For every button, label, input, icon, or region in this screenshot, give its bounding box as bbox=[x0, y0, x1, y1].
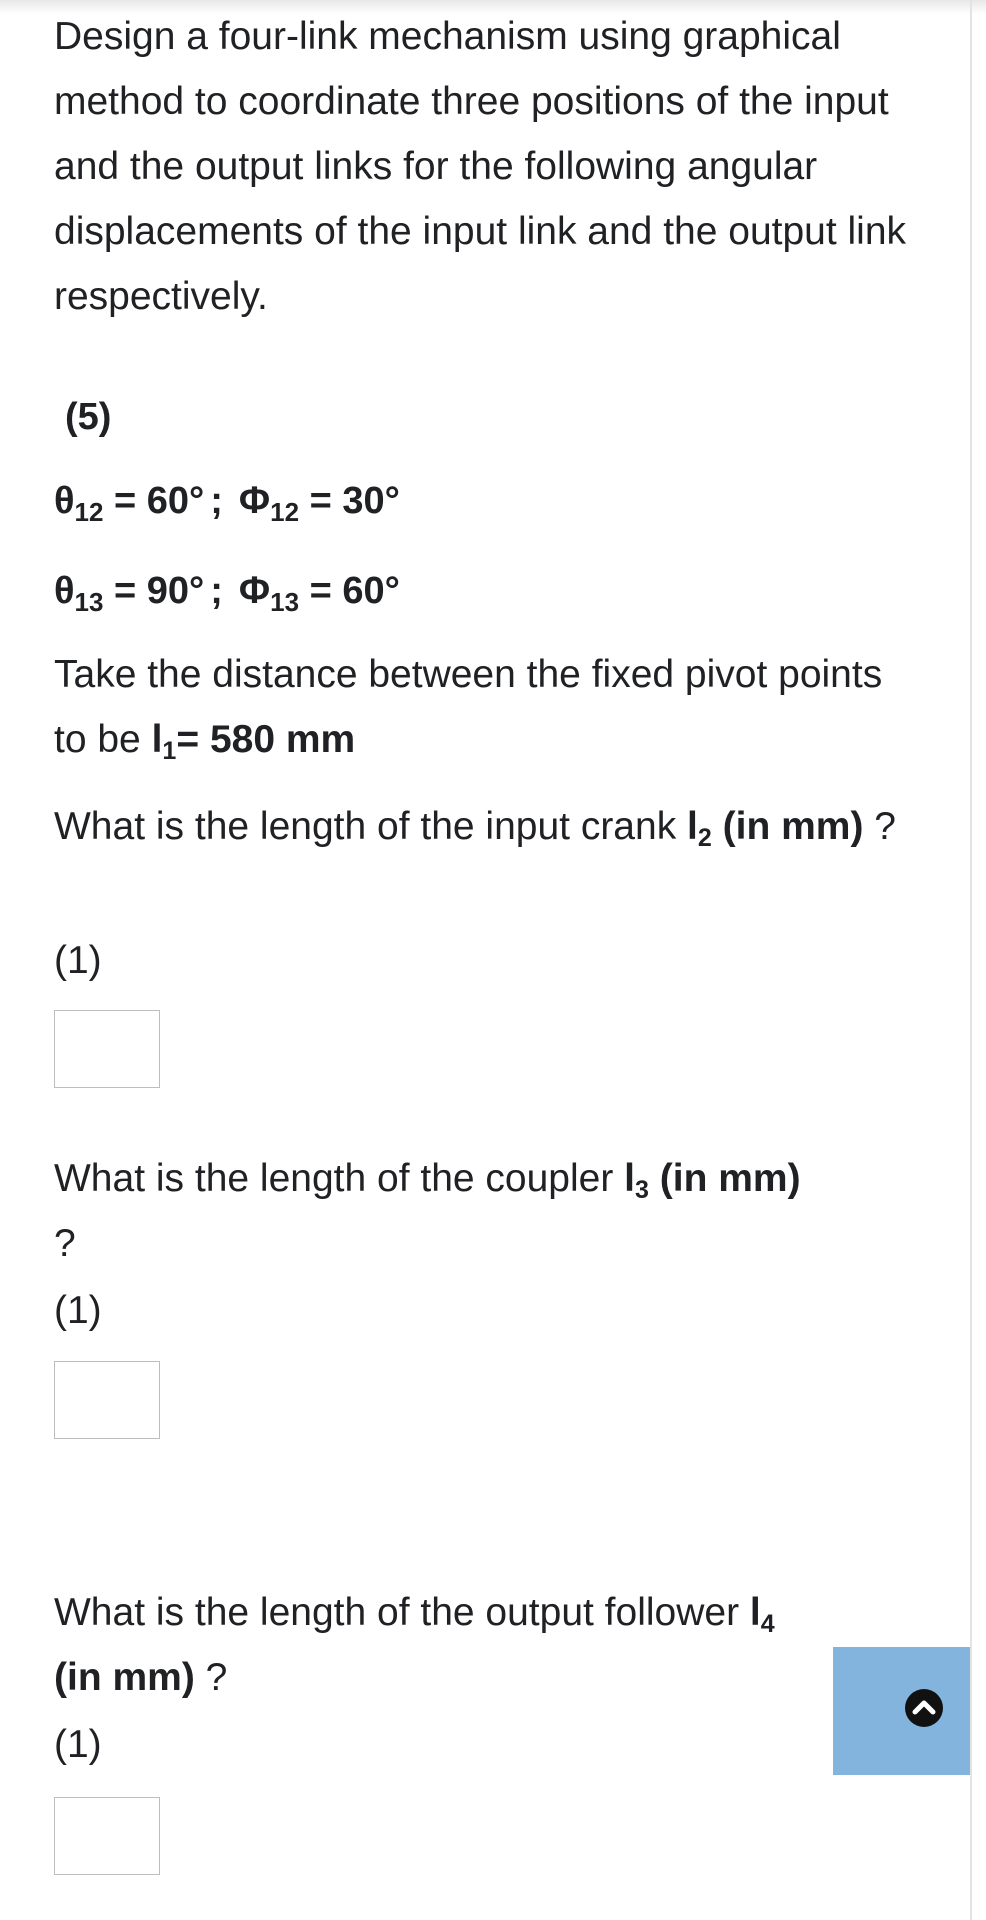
theta-subscript: 13 bbox=[74, 587, 104, 617]
unit-label: (in mm) bbox=[648, 1157, 801, 1200]
question-content bbox=[54, 0, 934, 1766]
subquestion-output-follower bbox=[54, 1580, 914, 1710]
pivot-symbol: l bbox=[151, 718, 163, 761]
pivot-value: = 580 mm bbox=[176, 718, 356, 761]
coupler-answer-input[interactable] bbox=[54, 1361, 160, 1439]
unit-label: (in mm) bbox=[711, 805, 864, 848]
output-follower-answer-input[interactable] bbox=[54, 1797, 160, 1875]
pivot-label: Take the distance between the fixed pivot points to be bbox=[54, 653, 883, 761]
theta-symbol: θ bbox=[54, 570, 75, 612]
question-mark: ? bbox=[863, 805, 896, 848]
subquestion-marks: (1) bbox=[54, 1289, 102, 1332]
question-intro: Design a four-link mechanism using graphical method to coordinate three positions of the input and the output links for the following angular displacements of the input link and the output link respectively. bbox=[54, 15, 907, 318]
link-symbol: l bbox=[624, 1157, 636, 1200]
phi-subscript: 13 bbox=[270, 587, 300, 617]
subquestion-text: What is the length of the coupler bbox=[54, 1157, 625, 1200]
question-mark: ? bbox=[194, 1656, 228, 1699]
right-divider bbox=[970, 0, 972, 1920]
link-subscript: 2 bbox=[697, 824, 712, 852]
theta-symbol: θ bbox=[54, 480, 75, 522]
subquestion-text: What is the length of the output follower bbox=[54, 1591, 750, 1634]
input-crank-answer-input[interactable] bbox=[54, 1010, 160, 1088]
scroll-to-top-button[interactable] bbox=[833, 1647, 970, 1775]
link-subscript: 3 bbox=[635, 1176, 649, 1204]
phi-value: = 30° bbox=[309, 480, 400, 522]
phi-subscript: 12 bbox=[270, 497, 300, 527]
displacement-row-2 bbox=[54, 566, 400, 616]
question-mark: ? bbox=[54, 1222, 76, 1265]
subquestion-coupler bbox=[54, 1146, 914, 1276]
subquestion-marks: (1) bbox=[54, 939, 102, 982]
separator: ; bbox=[210, 480, 223, 522]
total-marks: (5) bbox=[65, 396, 112, 438]
pivot-subscript: 1 bbox=[162, 737, 177, 765]
phi-symbol: Φ bbox=[238, 570, 271, 612]
phi-value: = 60° bbox=[309, 570, 400, 612]
phi-symbol: Φ bbox=[238, 480, 271, 522]
link-symbol: l bbox=[687, 805, 698, 848]
subquestion-marks: (1) bbox=[54, 1723, 102, 1766]
chevron-up-icon bbox=[905, 1689, 943, 1727]
theta-value: = 60° bbox=[114, 480, 205, 522]
theta-value: = 90° bbox=[114, 570, 205, 612]
subquestion-text: What is the length of the input crank bbox=[54, 805, 688, 848]
separator: ; bbox=[210, 570, 223, 612]
link-symbol: l bbox=[749, 1591, 761, 1634]
displacement-row-1 bbox=[54, 476, 400, 526]
subquestion-input-crank bbox=[54, 794, 914, 859]
pivot-distance-text bbox=[54, 642, 914, 772]
link-subscript: 4 bbox=[760, 1610, 775, 1638]
unit-label: (in mm) bbox=[54, 1656, 195, 1699]
theta-subscript: 12 bbox=[74, 497, 104, 527]
